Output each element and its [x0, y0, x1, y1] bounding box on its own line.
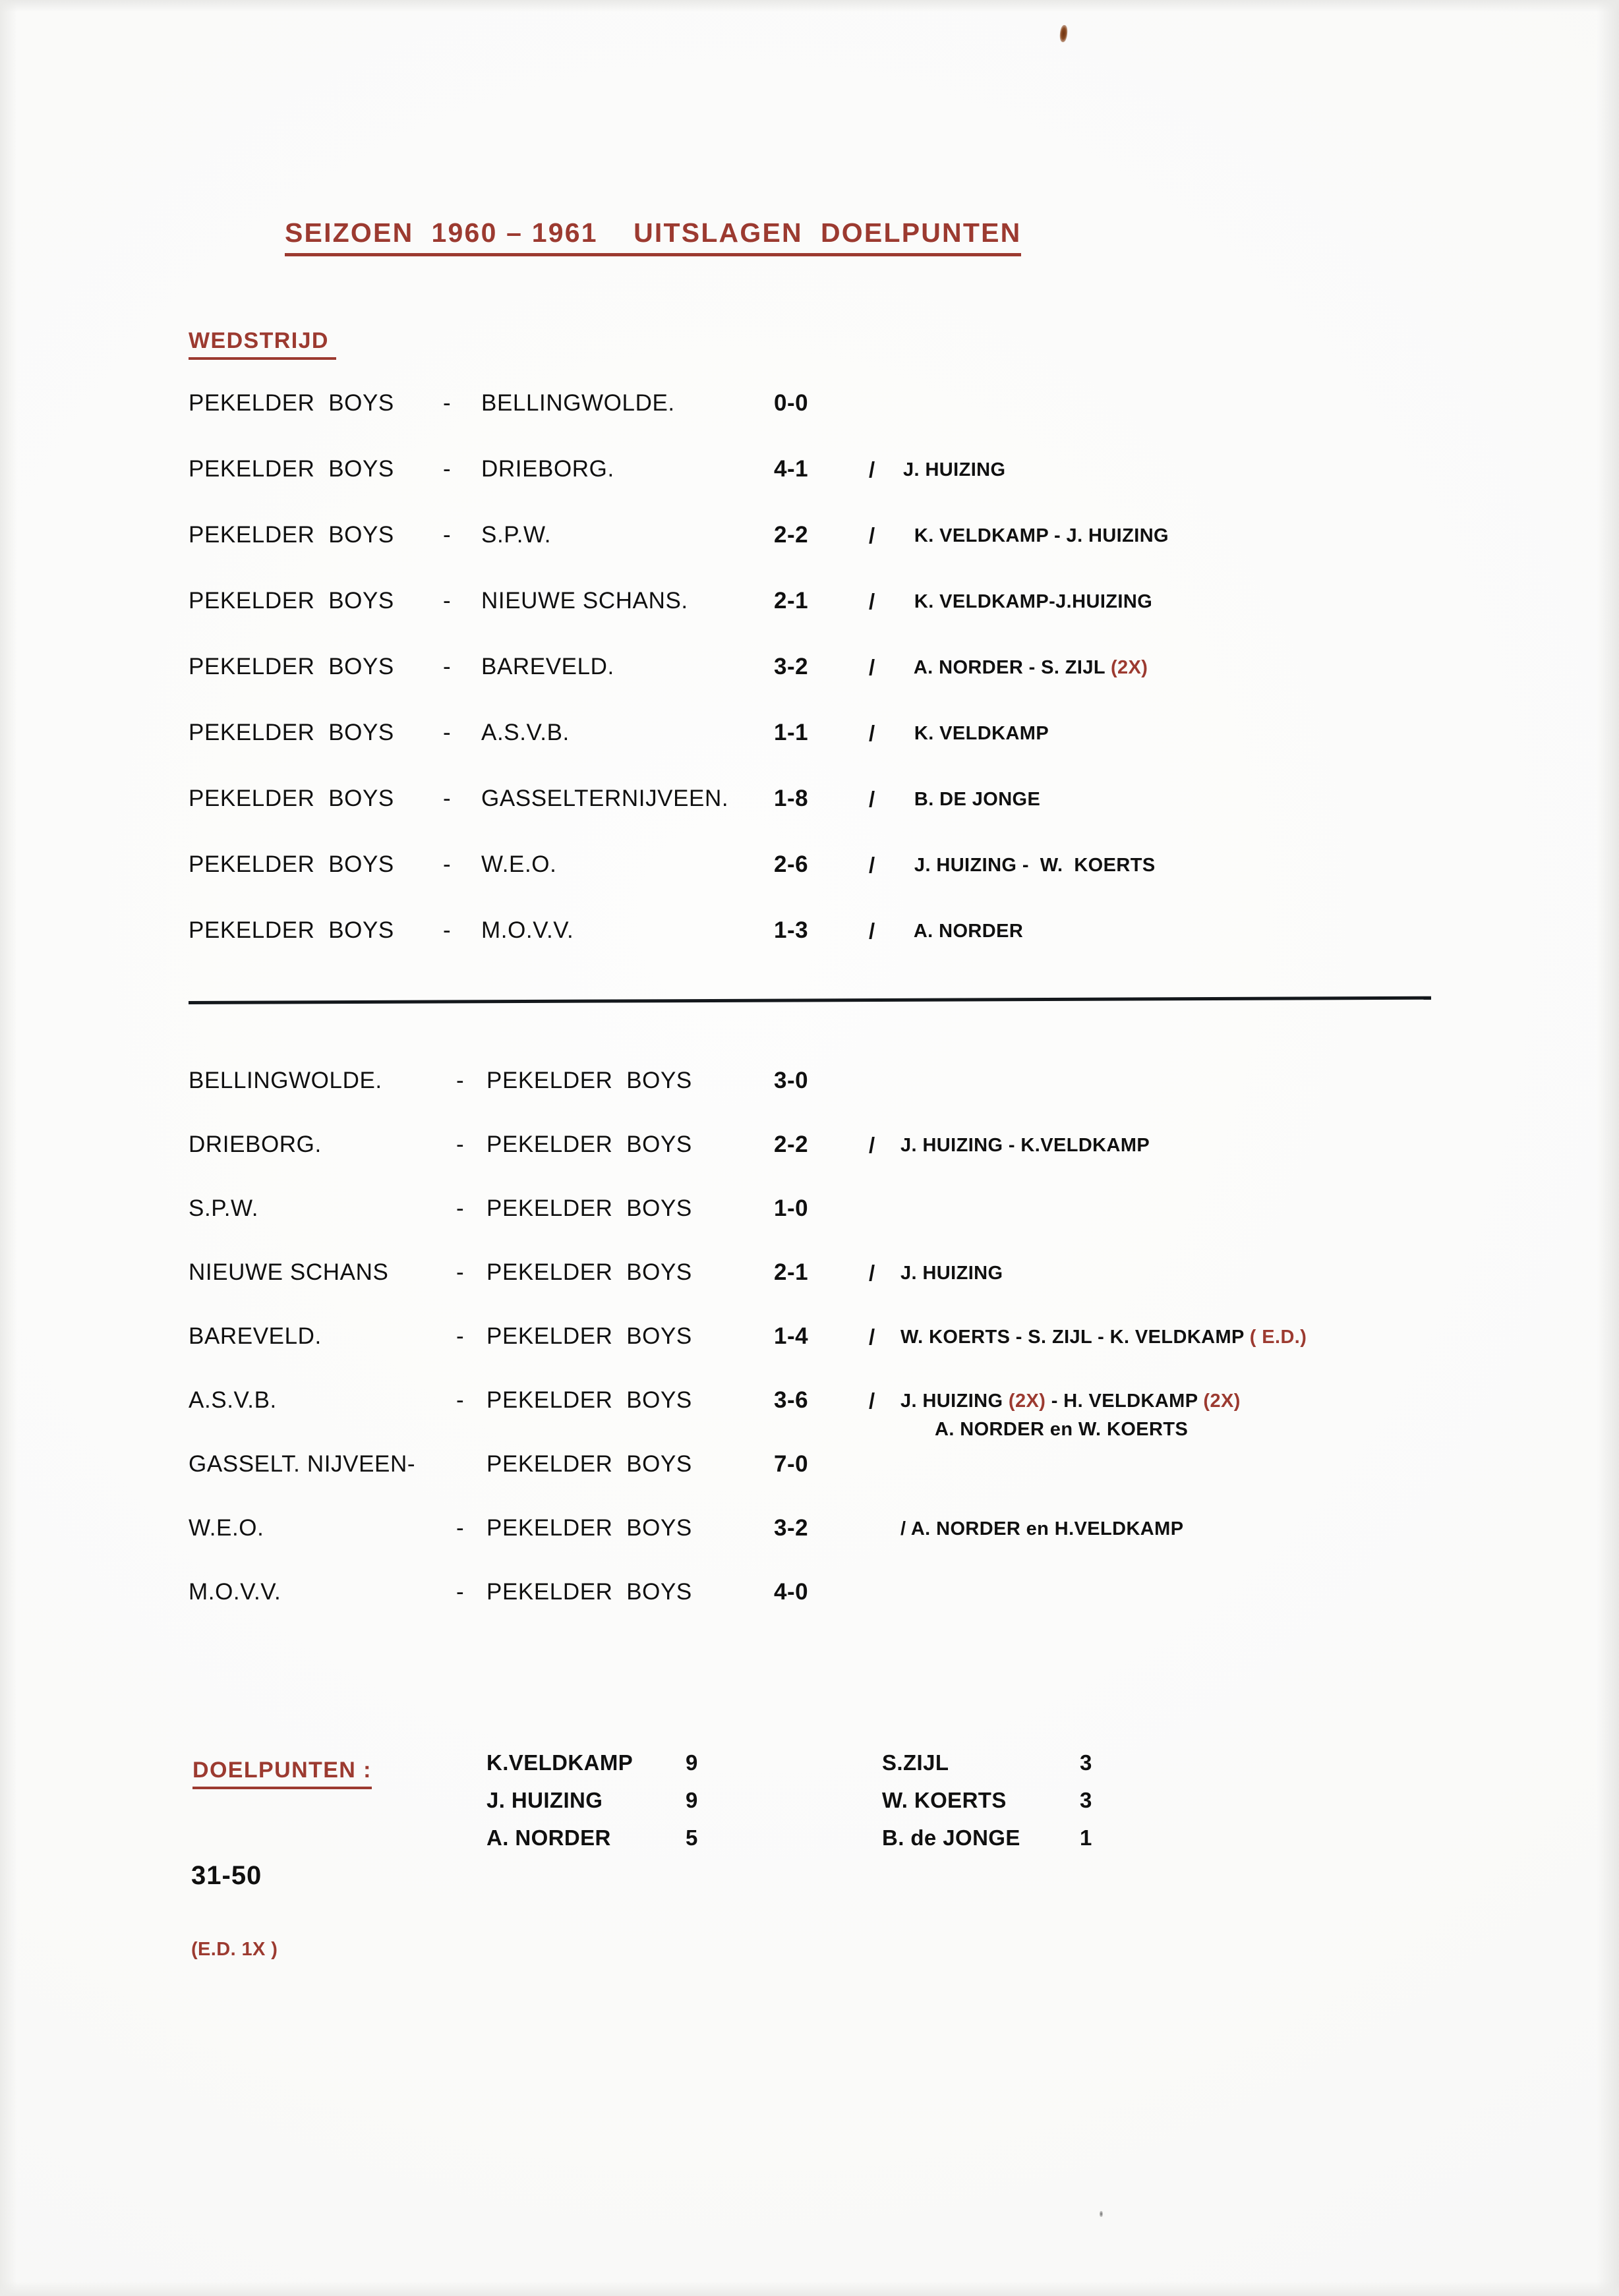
- goalscorer-count: 3: [1080, 1788, 1092, 1812]
- match-away-team: PEKELDER BOYS: [486, 1323, 692, 1349]
- match-scorers-text: J. HUIZING: [903, 459, 1006, 480]
- match-scorers-text: A. NORDER: [903, 921, 1024, 942]
- table-row: [0, 851, 1619, 892]
- match-versus-dash: -: [456, 1387, 464, 1413]
- match-versus-dash: -: [456, 1323, 464, 1349]
- match-home-team: PEKELDER BOYS: [189, 588, 394, 614]
- match-scorers-text: J. HUIZING - W. KOERTS: [903, 855, 1156, 876]
- match-score: 2-6: [774, 851, 809, 877]
- goal-record-total: 31-50: [191, 1861, 262, 1890]
- match-away-team: PEKELDER BOYS: [486, 1132, 692, 1157]
- match-away-team: PEKELDER BOYS: [486, 1259, 692, 1285]
- match-home-team: PEKELDER BOYS: [189, 390, 394, 416]
- table-row: [0, 522, 1619, 563]
- match-away-team: NIEUWE SCHANS.: [481, 588, 688, 614]
- goalscorer-name: A. NORDER: [486, 1825, 611, 1850]
- match-versus-dash: -: [443, 720, 451, 745]
- table-row: [0, 1579, 1619, 1620]
- match-score: 4-1: [774, 456, 809, 482]
- match-scorers-line-2: A. NORDER en W. KOERTS: [935, 1419, 1189, 1440]
- match-home-team: PEKELDER BOYS: [189, 786, 394, 811]
- match-home-team: NIEUWE SCHANS: [189, 1259, 389, 1285]
- match-scorers-text: W. KOERTS - S. ZIJL - K. VELDKAMP: [900, 1327, 1250, 1348]
- match-score: 2-2: [774, 1132, 809, 1157]
- match-versus-dash: -: [456, 1195, 464, 1221]
- match-home-team: PEKELDER BOYS: [189, 851, 394, 877]
- match-versus-dash: -: [456, 1579, 464, 1605]
- match-home-team: BAREVELD.: [189, 1323, 322, 1349]
- match-scorers: [900, 1263, 1003, 1284]
- match-scorers: [903, 459, 1005, 481]
- match-versus-dash: -: [443, 786, 451, 811]
- match-scorers: [900, 1135, 1150, 1157]
- match-scorers-separator: /: [869, 589, 875, 614]
- table-row: [0, 588, 1619, 629]
- match-scorers-text: K. VELDKAMP-J.HUIZING: [903, 591, 1153, 612]
- match-scorers: [903, 591, 1152, 613]
- match-scorers: [900, 1391, 1241, 1412]
- match-away-team: M.O.V.V.: [481, 917, 574, 943]
- match-away-team: GASSELTERNIJVEEN.: [481, 786, 729, 811]
- match-home-team: BELLINGWOLDE.: [189, 1068, 382, 1093]
- match-home-team: PEKELDER BOYS: [189, 456, 394, 482]
- table-row: [0, 390, 1619, 431]
- match-scorers: [903, 921, 1023, 942]
- match-scorers: [903, 525, 1169, 547]
- match-versus-dash: -: [443, 851, 451, 877]
- match-home-team: PEKELDER BOYS: [189, 917, 394, 943]
- match-versus-dash: -: [443, 654, 451, 679]
- match-score: 3-2: [774, 1515, 809, 1541]
- table-row: [0, 720, 1619, 761]
- match-score: 2-1: [774, 1259, 809, 1285]
- match-scorers-separator: /: [869, 853, 875, 877]
- match-home-team: PEKELDER BOYS: [189, 654, 394, 679]
- match-score: 3-6: [774, 1387, 809, 1413]
- match-score: 7-0: [774, 1451, 809, 1477]
- goalscorer-name: W. KOERTS: [882, 1788, 1007, 1812]
- match-versus-dash: -: [443, 522, 451, 548]
- goalscorer-name: J. HUIZING: [486, 1788, 603, 1812]
- table-row: [0, 1068, 1619, 1108]
- match-away-team: BAREVELD.: [481, 654, 614, 679]
- match-away-team: PEKELDER BOYS: [486, 1387, 692, 1413]
- match-scorers-text: J. HUIZING: [900, 1391, 1009, 1412]
- match-scorers: [903, 723, 1049, 745]
- goalscorer-count: 9: [686, 1788, 698, 1812]
- match-scorers-text: B. DE JONGE: [903, 789, 1041, 810]
- match-versus-dash: -: [456, 1068, 464, 1093]
- goalscorer-name: K.VELDKAMP: [486, 1750, 633, 1775]
- match-away-team: PEKELDER BOYS: [486, 1195, 692, 1221]
- match-away-team: BELLINGWOLDE.: [481, 390, 675, 416]
- match-away-team: DRIEBORG.: [481, 456, 614, 482]
- match-scorers-separator: /: [869, 1261, 875, 1285]
- match-home-team: PEKELDER BOYS: [189, 720, 394, 745]
- goalscorer-count: 5: [686, 1825, 698, 1850]
- match-scorers-separator: /: [869, 787, 875, 811]
- match-versus-dash: -: [443, 390, 451, 416]
- match-scorers-separator: /: [869, 721, 875, 745]
- table-row: [0, 786, 1619, 826]
- section-divider-rule: [189, 996, 1431, 1004]
- match-scorers-separator: /: [869, 1133, 875, 1157]
- table-row: [0, 1515, 1619, 1556]
- goalscorer-name: B. de JONGE: [882, 1825, 1020, 1850]
- match-scorers-text: K. VELDKAMP - J. HUIZING: [903, 525, 1169, 546]
- match-home-team: S.P.W.: [189, 1195, 259, 1221]
- match-scorers: [900, 1327, 1307, 1348]
- match-scorers: [903, 789, 1040, 811]
- match-scorers: [903, 657, 1148, 679]
- match-home-team: W.E.O.: [189, 1515, 264, 1541]
- own-goal-note: (E.D. 1X ): [191, 1939, 278, 1960]
- match-score: 3-2: [774, 654, 809, 679]
- match-scorers-text: / A. NORDER en H.VELDKAMP: [900, 1518, 1184, 1539]
- table-row: [0, 1387, 1619, 1440]
- table-row: [0, 1323, 1619, 1364]
- match-home-team: M.O.V.V.: [189, 1579, 281, 1605]
- match-score: 4-0: [774, 1579, 809, 1605]
- match-scorers-separator: /: [869, 523, 875, 548]
- match-away-team: A.S.V.B.: [481, 720, 570, 745]
- match-score: 2-2: [774, 522, 809, 548]
- match-scorers-separator: /: [869, 919, 875, 943]
- match-versus-dash: -: [443, 456, 451, 482]
- table-row: [0, 1195, 1619, 1236]
- goalscorer-count: 3: [1080, 1750, 1092, 1775]
- table-row: [0, 1259, 1619, 1300]
- table-row: [0, 917, 1619, 958]
- match-scorers-separator: /: [869, 457, 875, 482]
- table-row: [0, 456, 1619, 497]
- match-scorers-text-2: - H. VELDKAMP: [1045, 1391, 1204, 1412]
- match-scorers: [903, 855, 1156, 876]
- match-scorers-separator: /: [869, 1389, 875, 1413]
- match-scorers-multiplier: ( E.D.): [1249, 1327, 1307, 1348]
- match-away-team: PEKELDER BOYS: [486, 1579, 692, 1605]
- match-versus-dash: -: [456, 1132, 464, 1157]
- match-scorers-separator: /: [869, 1325, 875, 1349]
- section-heading-doelpunten: DOELPUNTEN :: [192, 1758, 372, 1789]
- goalscorer-name: S.ZIJL: [882, 1750, 949, 1775]
- match-score: 3-0: [774, 1068, 809, 1093]
- match-score: 1-0: [774, 1195, 809, 1221]
- match-score: 1-4: [774, 1323, 809, 1349]
- match-home-team: GASSELT. NIJVEEN-: [189, 1451, 416, 1477]
- match-versus-dash: -: [443, 917, 451, 943]
- match-scorers-text: A. NORDER - S. ZIJL: [903, 657, 1111, 678]
- match-scorers-text: K. VELDKAMP: [903, 723, 1049, 744]
- goalscorer-count: 9: [686, 1750, 698, 1775]
- table-row: [0, 1132, 1619, 1172]
- match-away-team: PEKELDER BOYS: [486, 1451, 692, 1477]
- goalscorer-count: 1: [1080, 1825, 1092, 1850]
- match-score: 1-1: [774, 720, 809, 745]
- match-versus-dash: -: [456, 1259, 464, 1285]
- match-home-team: DRIEBORG.: [189, 1132, 322, 1157]
- match-away-team: S.P.W.: [481, 522, 552, 548]
- match-scorers-separator: /: [869, 655, 875, 679]
- match-scorers-multiplier: (2X): [1110, 657, 1148, 678]
- match-versus-dash: -: [443, 588, 451, 614]
- match-scorers: [900, 1518, 1183, 1540]
- match-scorers-multiplier-2: (2X): [1203, 1391, 1241, 1412]
- page-title: SEIZOEN 1960 – 1961 UITSLAGEN DOELPUNTEN: [285, 217, 1021, 256]
- match-home-team: A.S.V.B.: [189, 1387, 277, 1413]
- match-away-team: W.E.O.: [481, 851, 557, 877]
- match-scorers-text: J. HUIZING - K.VELDKAMP: [900, 1135, 1150, 1156]
- match-score: 2-1: [774, 588, 809, 614]
- match-scorers-text: J. HUIZING: [900, 1263, 1003, 1284]
- match-versus-dash: -: [456, 1515, 464, 1541]
- match-away-team: PEKELDER BOYS: [486, 1068, 692, 1093]
- match-away-team: PEKELDER BOYS: [486, 1515, 692, 1541]
- match-scorers-multiplier: (2X): [1008, 1391, 1046, 1412]
- table-row: [0, 1451, 1619, 1492]
- section-heading-wedstrijd: WEDSTRIJD: [189, 328, 336, 360]
- match-score: 0-0: [774, 390, 809, 416]
- match-home-team: PEKELDER BOYS: [189, 522, 394, 548]
- table-row: [0, 654, 1619, 695]
- match-score: 1-8: [774, 786, 809, 811]
- match-score: 1-3: [774, 917, 809, 943]
